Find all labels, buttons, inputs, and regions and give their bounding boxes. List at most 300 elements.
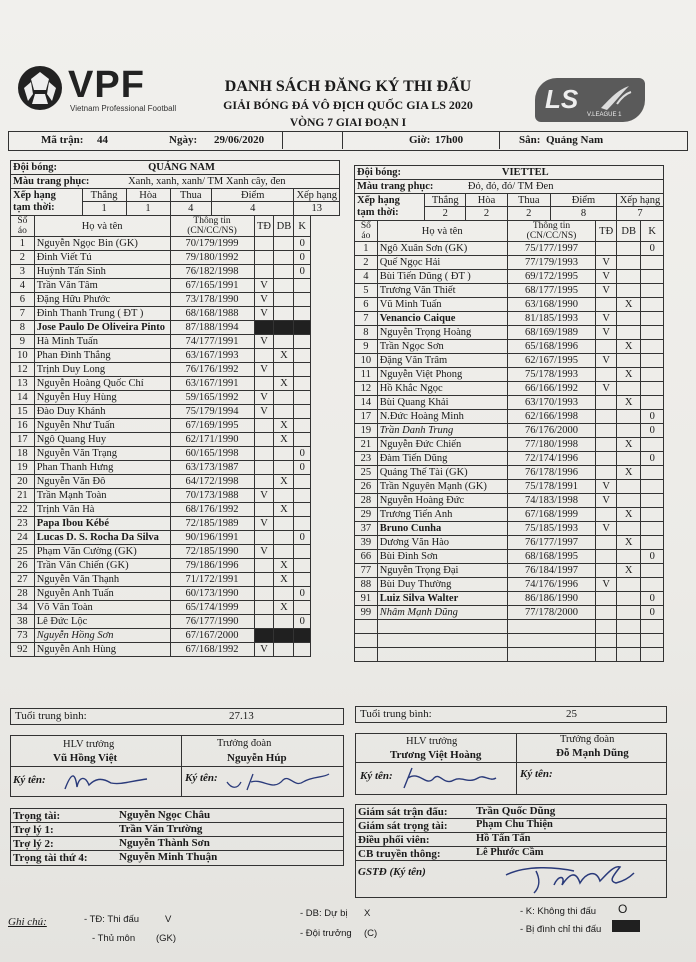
starter-mark — [596, 424, 617, 438]
referee-assessor-name: Phạm Chu Thiện — [476, 819, 553, 830]
starter-mark — [596, 592, 617, 606]
player-info: 67/169/1995 — [170, 419, 254, 433]
not-playing-mark — [641, 438, 664, 452]
player-name: Nguyễn Hoàng Quốc Chí — [34, 377, 170, 391]
home-rank-label-2: tạm thời: — [13, 202, 55, 213]
substitute-mark: X — [274, 377, 294, 391]
td-header: TĐ — [254, 216, 274, 237]
legend-k-mark: O — [618, 902, 628, 916]
shirt-number: 8 — [11, 321, 35, 335]
player-name: Trần Nguyên Mạnh (GK) — [377, 480, 507, 494]
home-loss-header: Thua — [170, 189, 211, 202]
player-name: Trương Văn Thiết — [377, 284, 507, 298]
player-row — [11, 559, 340, 573]
player-info: 68/169/1989 — [507, 326, 596, 340]
player-name: Ngô Xuân Sơn (GK) — [377, 242, 507, 256]
player-info: 77/180/1998 — [507, 438, 596, 452]
shirt-number: 12 — [355, 382, 378, 396]
starter-mark: V — [596, 382, 617, 396]
substitute-mark — [274, 251, 294, 265]
player-info: 76/177/1990 — [170, 615, 254, 629]
not-playing-mark: 0 — [294, 587, 311, 601]
substitute-mark — [616, 284, 640, 298]
player-name: Nguyễn Việt Phong — [377, 368, 507, 382]
stadium-label: Sân: — [519, 134, 541, 146]
substitute-mark — [616, 522, 640, 536]
not-playing-mark: 0 — [641, 592, 664, 606]
player-name: Đàm Tiến Dũng — [377, 452, 507, 466]
starter-mark — [596, 508, 617, 522]
starter-mark: V — [254, 517, 274, 531]
player-info: 63/167/1991 — [170, 377, 254, 391]
legend-db: - DB: Dự bị — [300, 908, 348, 919]
player-row — [355, 438, 664, 452]
player-info: 62/167/1995 — [507, 354, 596, 368]
player-info: 65/174/1999 — [170, 601, 254, 615]
home-win-header: Thắng — [82, 189, 126, 202]
substitute-mark — [274, 615, 294, 629]
player-row — [11, 251, 340, 265]
player-name: Trần Văn Chiến (GK) — [34, 559, 170, 573]
legend-captain: - Đội trưởng — [300, 928, 352, 939]
away-team-name: VIETTEL — [466, 166, 664, 180]
starter-mark — [596, 410, 617, 424]
empty-row — [355, 648, 664, 662]
substitute-mark — [274, 587, 294, 601]
starter-mark — [254, 447, 274, 461]
player-name: Nhâm Mạnh Dũng — [377, 606, 507, 620]
player-name: Lucas D. S. Rocha Da Silva — [34, 531, 170, 545]
player-row — [11, 349, 340, 363]
starter-mark: V — [596, 256, 617, 270]
player-row — [355, 396, 664, 410]
player-info: 70/179/1999 — [170, 237, 254, 251]
not-playing-mark — [294, 503, 311, 517]
supervisors-box — [355, 804, 667, 898]
substitute-mark — [616, 494, 640, 508]
shirt-number: 21 — [355, 438, 378, 452]
starter-mark — [596, 340, 617, 354]
home-coach-sign-label: Ký tên: — [13, 774, 46, 786]
player-info: 75/178/1993 — [507, 368, 596, 382]
shirt-number: 91 — [355, 592, 378, 606]
player-row — [355, 494, 664, 508]
not-playing-mark: 0 — [294, 265, 311, 279]
not-playing-mark — [294, 391, 311, 405]
shirt-number: 7 — [355, 312, 378, 326]
not-playing-mark — [294, 517, 311, 531]
not-playing-mark — [294, 629, 311, 643]
player-info: 70/173/1988 — [170, 489, 254, 503]
player-row — [355, 508, 664, 522]
home-head-coach: Vũ Hồng Việt — [53, 752, 118, 764]
starter-mark: V — [596, 270, 617, 284]
shirt-number: 1 — [355, 242, 378, 256]
home-wins: 1 — [82, 202, 126, 216]
player-name: Nguyễn Trọng Đại — [377, 564, 507, 578]
away-points-header: Điểm — [550, 194, 616, 207]
starter-mark: V — [254, 489, 274, 503]
starter-mark — [254, 559, 274, 573]
substitute-mark — [274, 517, 294, 531]
shirt-number: 16 — [11, 419, 35, 433]
player-name: Bùi Tiến Dũng ( ĐT ) — [377, 270, 507, 284]
player-row — [11, 419, 340, 433]
substitute-mark: X — [274, 475, 294, 489]
starter-mark: V — [254, 307, 274, 321]
legend-k: - K: Không thi đấu — [520, 906, 597, 917]
player-info: 67/167/2000 — [170, 629, 254, 643]
player-row — [11, 293, 340, 307]
starter-mark: V — [596, 312, 617, 326]
substitute-mark: X — [274, 503, 294, 517]
shirt-number: 19 — [11, 461, 35, 475]
not-playing-mark — [641, 480, 664, 494]
shirt-number: 23 — [11, 517, 35, 531]
starter-mark: V — [254, 363, 274, 377]
starter-mark — [596, 466, 617, 480]
starter-mark — [254, 531, 274, 545]
away-rank-label-2: tạm thời: — [357, 207, 399, 218]
shirt-number: 25 — [355, 466, 378, 480]
player-row — [11, 405, 340, 419]
player-info: 66/166/1992 — [507, 382, 596, 396]
player-info: 76/178/1996 — [507, 466, 596, 480]
shirt-number: 19 — [355, 424, 378, 438]
starter-mark — [254, 419, 274, 433]
supervisor-name: Trần Quốc Dũng — [476, 805, 556, 817]
starter-mark: V — [254, 279, 274, 293]
shirt-number: 17 — [11, 433, 35, 447]
starter-mark — [596, 298, 617, 312]
home-leader-signature — [223, 768, 333, 796]
player-info: 74/176/1996 — [507, 578, 596, 592]
not-playing-mark — [641, 494, 664, 508]
starter-mark — [254, 349, 274, 363]
match-time: 17h00 — [435, 134, 464, 146]
shirt-number: 73 — [11, 629, 35, 643]
player-name: Papa Ibou Kébé — [34, 517, 170, 531]
substitute-mark — [274, 405, 294, 419]
starter-mark — [254, 237, 274, 251]
not-playing-mark — [294, 559, 311, 573]
match-date: 29/06/2020 — [214, 134, 265, 146]
player-name: Phan Thanh Hưng — [34, 461, 170, 475]
player-row — [11, 265, 340, 279]
not-playing-mark — [641, 368, 664, 382]
shirt-number: 23 — [355, 452, 378, 466]
player-row — [355, 284, 664, 298]
substitute-mark: X — [274, 573, 294, 587]
not-playing-mark — [294, 335, 311, 349]
starter-mark: V — [254, 405, 274, 419]
player-row — [355, 578, 664, 592]
shirt-number: 11 — [355, 368, 378, 382]
home-points: 4 — [211, 202, 293, 216]
player-row — [355, 522, 664, 536]
player-row — [11, 545, 340, 559]
player-info: 63/173/1987 — [170, 461, 254, 475]
substitute-mark — [616, 312, 640, 326]
assistant-1-label: Trợ lý 1: — [13, 824, 54, 836]
home-kit-label: Màu trang phục: — [11, 175, 127, 189]
player-info: 72/185/1989 — [170, 517, 254, 531]
substitute-mark: X — [616, 368, 640, 382]
player-row — [11, 391, 340, 405]
player-row — [11, 587, 340, 601]
home-head-coach-label: HLV trưởng — [63, 739, 115, 750]
shirt-number: 8 — [355, 326, 378, 340]
substitute-mark — [616, 242, 640, 256]
not-playing-mark — [294, 363, 311, 377]
player-info: 63/170/1993 — [507, 396, 596, 410]
player-row — [355, 564, 664, 578]
player-name: Bùi Quang Khải — [377, 396, 507, 410]
starter-mark — [254, 433, 274, 447]
not-playing-mark: 0 — [641, 606, 664, 620]
match-info-bar — [8, 131, 688, 151]
player-row — [11, 307, 340, 321]
shirt-number: 9 — [355, 340, 378, 354]
player-row — [355, 424, 664, 438]
not-playing-mark — [294, 405, 311, 419]
home-points-header: Điểm — [211, 189, 293, 202]
player-row — [11, 531, 340, 545]
player-row — [11, 615, 340, 629]
substitute-mark — [274, 307, 294, 321]
substitute-mark: X — [616, 438, 640, 452]
starter-mark — [596, 606, 617, 620]
away-team-table — [354, 165, 664, 662]
home-avg-age-box — [10, 708, 344, 725]
away-position-header: Xếp hạng — [616, 194, 663, 207]
player-row — [355, 256, 664, 270]
substitute-mark — [616, 256, 640, 270]
shirt-number: 6 — [355, 298, 378, 312]
shirt-number: 1 — [11, 237, 35, 251]
home-coach-signature — [61, 769, 151, 795]
not-playing-mark — [294, 293, 311, 307]
starter-mark: V — [596, 578, 617, 592]
not-playing-mark — [294, 307, 311, 321]
not-playing-mark — [641, 396, 664, 410]
gstd-signature — [496, 861, 636, 895]
substitute-mark — [274, 643, 294, 657]
starter-mark: V — [254, 391, 274, 405]
k-header: K — [641, 221, 664, 242]
away-team-leader: Đỗ Mạnh Dũng — [556, 747, 629, 759]
starter-mark — [596, 242, 617, 256]
player-row — [11, 601, 340, 615]
away-team-leader-label: Trưởng đoàn — [560, 734, 615, 745]
shirt-number: 29 — [355, 508, 378, 522]
shirt-number: 39 — [355, 536, 378, 550]
player-info: 71/172/1991 — [170, 573, 254, 587]
player-info: 72/174/1996 — [507, 452, 596, 466]
away-kit-label: Màu trang phục: — [355, 180, 466, 194]
not-playing-mark — [641, 326, 664, 340]
home-avg-age-label: Tuổi trung bình: — [15, 710, 87, 722]
shirt-number: 15 — [11, 405, 35, 419]
player-row — [355, 242, 664, 256]
player-row — [355, 298, 664, 312]
player-info: 59/165/1992 — [170, 391, 254, 405]
away-kit-colors: Đỏ, đỏ, đỏ/ TM Đen — [466, 180, 664, 194]
home-leader-sign-label: Ký tên: — [185, 772, 218, 784]
player-row — [11, 489, 340, 503]
substitute-mark — [274, 489, 294, 503]
substitute-mark — [274, 531, 294, 545]
legend-td-mark: V — [165, 914, 172, 925]
player-info: 75/185/1993 — [507, 522, 596, 536]
vpf-logo-text: VPF — [68, 64, 145, 106]
player-info: 75/179/1994 — [170, 405, 254, 419]
not-playing-mark: 0 — [294, 447, 311, 461]
player-row — [355, 606, 664, 620]
legend-gk: - Thủ môn — [92, 933, 136, 944]
referee-label: Trọng tài: — [13, 810, 61, 822]
round-label: VÒNG 7 GIAI ĐOẠN I — [289, 117, 407, 129]
player-row — [355, 312, 664, 326]
player-name: Trịnh Văn Hà — [34, 503, 170, 517]
player-info: 75/178/1991 — [507, 480, 596, 494]
not-playing-mark: 0 — [294, 615, 311, 629]
starter-mark: V — [254, 643, 274, 657]
player-name: Ngô Quang Huy — [34, 433, 170, 447]
player-name: N.Đức Hoàng Minh — [377, 410, 507, 424]
not-playing-mark — [641, 298, 664, 312]
player-row — [355, 410, 664, 424]
player-row — [11, 321, 340, 335]
substitute-mark — [274, 391, 294, 405]
assistant-2-name: Nguyễn Thành Sơn — [119, 837, 210, 849]
legend-banned: - Bị đình chỉ thi đấu — [520, 924, 602, 935]
player-info: 68/177/1995 — [507, 284, 596, 298]
not-playing-mark — [294, 489, 311, 503]
not-playing-mark — [641, 284, 664, 298]
starter-mark — [254, 377, 274, 391]
player-name: Nguyễn Huy Hùng — [34, 391, 170, 405]
fourth-official-name: Nguyễn Minh Thuận — [119, 851, 218, 863]
substitute-mark: X — [274, 601, 294, 615]
not-playing-mark — [294, 377, 311, 391]
away-draw-header: Hòa — [466, 194, 507, 207]
player-row — [11, 377, 340, 391]
player-name: Nguyễn Văn Thạnh — [34, 573, 170, 587]
not-playing-mark: 0 — [294, 251, 311, 265]
player-info: 68/168/1995 — [507, 550, 596, 564]
not-playing-mark — [641, 508, 664, 522]
starter-mark — [254, 251, 274, 265]
home-team-leader-label: Trưởng đoàn — [217, 738, 272, 749]
substitute-mark — [616, 326, 640, 340]
player-name: Huỳnh Tấn Sinh — [34, 265, 170, 279]
substitute-mark — [616, 578, 640, 592]
away-points: 8 — [550, 207, 616, 221]
player-name: Đặng Hữu Phước — [34, 293, 170, 307]
away-avg-age: 25 — [566, 708, 577, 720]
player-name: Hà Minh Tuấn — [34, 335, 170, 349]
not-playing-mark — [294, 349, 311, 363]
substitute-mark — [616, 452, 640, 466]
player-info: 72/185/1990 — [170, 545, 254, 559]
player-row — [355, 382, 664, 396]
home-kit-colors: Xanh, xanh, xanh/ TM Xanh cây, đen — [126, 175, 339, 189]
media-officer-label: CB truyền thông: — [358, 848, 441, 860]
not-playing-mark — [294, 419, 311, 433]
not-playing-mark: 0 — [294, 461, 311, 475]
player-name: Võ Văn Toàn — [34, 601, 170, 615]
shirt-number: 26 — [355, 480, 378, 494]
player-row — [355, 270, 664, 284]
not-playing-mark: 0 — [641, 410, 664, 424]
player-name: Trương Tiến Anh — [377, 508, 507, 522]
not-playing-mark — [294, 321, 311, 335]
player-name: Nguyễn Trọng Hoàng — [377, 326, 507, 340]
away-draws: 2 — [466, 207, 507, 221]
starter-mark — [596, 438, 617, 452]
player-name: Quảng Thế Tài (GK) — [377, 466, 507, 480]
home-losses: 4 — [170, 202, 211, 216]
not-playing-mark: 0 — [641, 424, 664, 438]
player-name: Đào Duy Khánh — [34, 405, 170, 419]
legend-banned-swatch — [612, 920, 640, 932]
starter-mark: V — [596, 494, 617, 508]
away-leader-sign-label: Ký tên: — [520, 768, 553, 780]
player-info: 76/182/1998 — [170, 265, 254, 279]
shirt-number: 14 — [11, 391, 35, 405]
legend-notes — [0, 900, 696, 960]
player-info: 67/168/1999 — [507, 508, 596, 522]
substitute-mark: X — [616, 564, 640, 578]
player-row — [11, 475, 340, 489]
substitute-mark: X — [616, 536, 640, 550]
player-row — [355, 452, 664, 466]
starter-mark — [254, 503, 274, 517]
player-info: 67/168/1992 — [170, 643, 254, 657]
ls-logo-subtitle: V.LEAGUE 1 — [587, 112, 622, 118]
not-playing-mark — [641, 578, 664, 592]
substitute-mark — [274, 293, 294, 307]
substitute-mark: X — [616, 508, 640, 522]
player-name: Nguyễn Anh Tuấn — [34, 587, 170, 601]
substitute-mark — [616, 424, 640, 438]
player-info: 60/173/1990 — [170, 587, 254, 601]
player-info: 63/168/1990 — [507, 298, 596, 312]
player-row — [11, 363, 340, 377]
player-name: Phạm Văn Cường (GK) — [34, 545, 170, 559]
player-name: Nguyễn Văn Trạng — [34, 447, 170, 461]
substitute-mark — [274, 363, 294, 377]
player-row — [355, 326, 664, 340]
player-info: 77/178/2000 — [507, 606, 596, 620]
player-info: 79/180/1992 — [170, 251, 254, 265]
player-row — [11, 573, 340, 587]
not-playing-mark — [641, 312, 664, 326]
empty-row — [355, 634, 664, 648]
shirt-number: 38 — [11, 615, 35, 629]
player-row — [355, 536, 664, 550]
player-info: 65/168/1996 — [507, 340, 596, 354]
starter-mark — [254, 615, 274, 629]
substitute-mark — [616, 382, 640, 396]
starter-mark — [254, 321, 274, 335]
shirt-number: 88 — [355, 578, 378, 592]
not-playing-mark — [294, 433, 311, 447]
name-header: Họ và tên — [34, 216, 170, 237]
substitute-mark — [274, 335, 294, 349]
not-playing-mark — [641, 270, 664, 284]
